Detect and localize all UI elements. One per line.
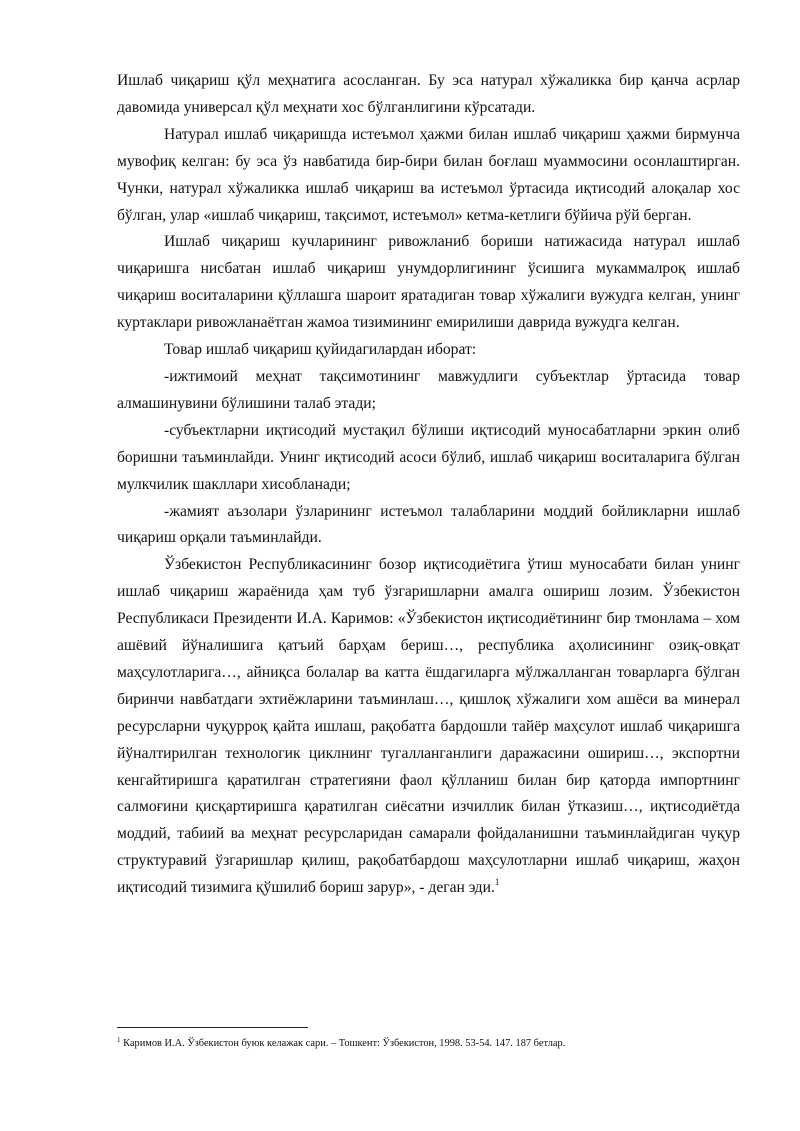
footnote-text: Каримов И.А. Ўзбекистон буюк келажак сари. – Тошкент: Ўзбекистон, 1998. 53-54. 147. 187 бетлар.: [120, 1038, 566, 1049]
list-item-3: -жамият аъзолари ўзларининг истеъмол талабларини моддий бойликларни ишлаб чиқариш орқали таъминлайди.: [117, 502, 740, 547]
footnote-divider: [117, 1027, 308, 1028]
paragraph-3: Ишлаб чиқариш кучларининг ривожланиб бориши натижасида натурал ишлаб чиқаришга нисбатан ишлаб чиқариш унумдорлигининг ўсишига мукаммалроқ ишлаб чиқариш воситаларини қўллашга шароит яратадиган товар хўжалиги вужудга келган, унинг куртаклари ривожланаётган жамоа тизимининг емирилиши даврида вужудга келган.: [117, 233, 740, 332]
footnote-reference[interactable]: 1: [494, 877, 500, 888]
list-item-2: -субъектларни иқтисодий мустақил бўлиши иқтисодий муносабатларни эркин олиб боришни таъминлайди. Унинг иқтисодий асоси бўлиб, ишлаб чиқариш воситаларига бўлган мулкчилик шакллари хисобланади;: [117, 421, 740, 493]
paragraph-quote-text: Ўзбекистон Республикасининг бозор иқтисодиётига ўтиш муносабати билан унинг ишлаб чиқариш жараёнида ҳам туб ўзгаришларни амалга ошириш лозим. Ўзбекистон Республикаси Президенти И.А. Каримов: «Ўзбекистон иқтисодиётининг бир тмонлама – хом ашёвий йўналишига қатъий барҳам бериш…, республика аҳолисининг озиқ-овқат маҳсулотларига…, айниқса болалар ва катта ёшдагиларга мўлжалланган товарларга бўлган биринчи навбатдаги эхтиёжларини таъминлаш…, қишлоқ хўжалиги хом ашёси ва минерал ресурсларни чуқурроқ қайта ишлаш, рақобатга бардошли тайёр маҳсулот ишлаб чиқаришга йўналтирилган технологик циклнинг тугалланганлиги даражасини ошириш…, экспортни кенгайтиришга қаратилган стратегияни фаол қўлланиш билан бир қаторда импортнинг салмоғини қисқартиришга қаратилган сиёсатни изчиллик билан ўтказиш…, иқтисодиётда моддий, табиий ва меҳнат ресурсларидан самарали фойдаланишни таъминлайдиган чуқур структуравий ўзгаришлар қилиш, рақобатбардош маҳсулотларни ишлаб чиқариш, жаҳон иқтисодий тизимига қўшилиб бориш зарур», - деган эди.: [117, 556, 740, 897]
footnote: [117, 1037, 757, 1051]
paragraph-1: Ишлаб чиқариш қўл меҳнатига асосланган. Бу эса натурал хўжаликка бир қанча асрлар давомида универсал қўл меҳнати хос бўлганлигини кўрсатади.: [117, 72, 740, 116]
paragraph-2: Натурал ишлаб чиқаришда истеъмол ҳажми билан ишлаб чиқариш ҳажми бирмунча мувофиқ келган: бу эса ўз навбатида бир-бири билан боғлаш муаммосини осонлаштирган. Чунки, натурал хўжаликка ишлаб чиқариш ва истеъмол ўртасида иқтисодий алоқалар хос бўлган, улар «ишлаб чиқариш, тақсимот, истеъмол» кетма-кетлиги бўйича рўй берган.: [117, 125, 740, 224]
paragraph-quote: [117, 552, 740, 902]
paragraph-4: Товар ишлаб чиқариш қуйидагилардан иборат:: [164, 341, 477, 359]
footnote-marker: 1: [117, 1036, 121, 1044]
document-body: [117, 68, 740, 902]
list-item-1: -ижтимоий меҳнат тақсимотининг мавжудлиги субъектлар ўртасида товар алмашинувини бўлишини талаб этади;: [117, 367, 740, 412]
